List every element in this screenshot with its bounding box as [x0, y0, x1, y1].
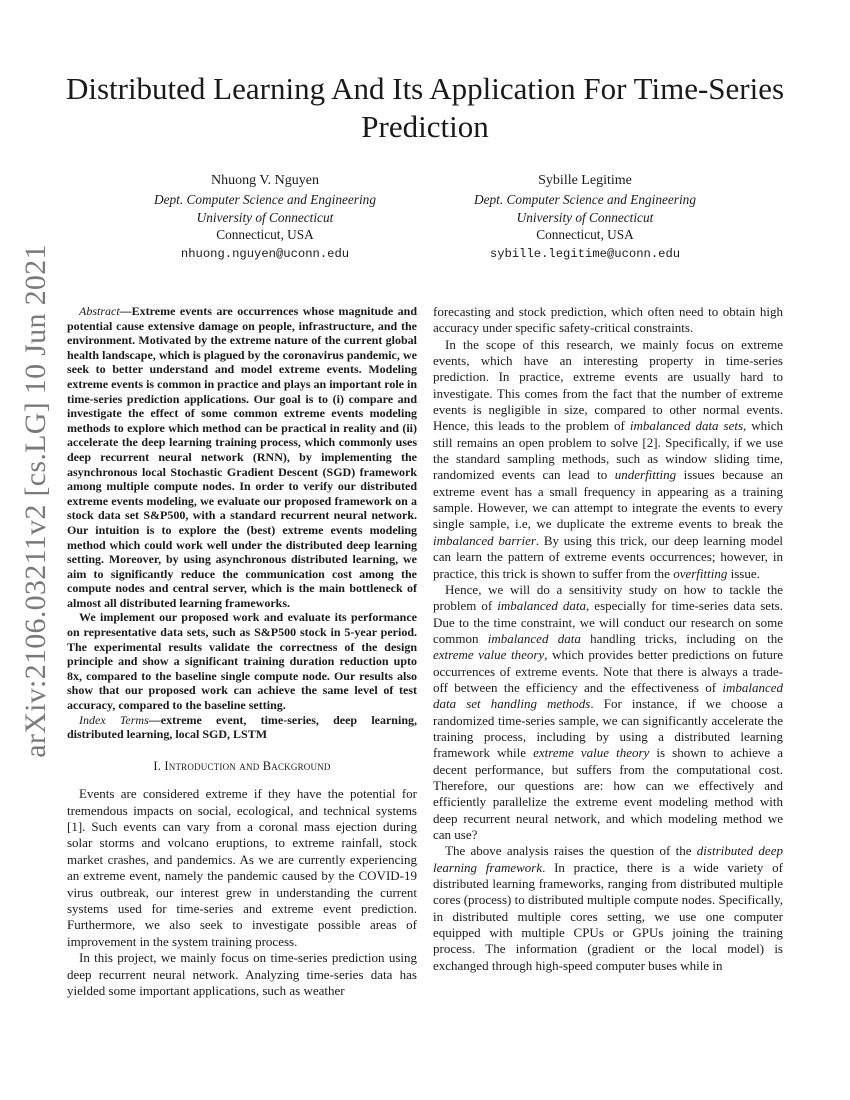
body-paragraph: forecasting and stock prediction, which often need to obtain high accuracy under specific safety-critical constraints.	[433, 304, 783, 336]
index-terms	[67, 713, 417, 742]
text-run: . In practice, there is a wide variety of distributed learning frameworks, ranging from distributed multiple cores (process) to distributed multiple compute nodes. Specifically, in distributed multiple cores setting, we use one computer equipped with multiple CPUs or GPUs joining the training process. The information (gradient or the local model) is exchanged through high-speed computer buses while in	[433, 859, 783, 973]
index-terms-text: —extreme event, time-series, deep learning, distributed learning, local SGD, LSTM	[67, 712, 417, 742]
author-name: Sybille Legitime	[538, 173, 632, 188]
author-location: Connecticut, USA	[216, 227, 314, 243]
body-paragraph	[433, 843, 783, 974]
text-run: Hence, we will do a sensitivity study on how to tackle the problem of	[433, 581, 783, 614]
right-column	[433, 304, 783, 974]
author-university: University of Connecticut	[196, 209, 334, 225]
author-location: Connecticut, USA	[536, 227, 634, 243]
author-email[interactable]: sybille.legitime@uconn.edu	[489, 247, 681, 262]
index-terms-label: Index Terms	[79, 712, 149, 727]
author-dept: Dept. Computer Science and Engineering	[474, 191, 696, 207]
emphasis: extreme value theory	[433, 647, 545, 663]
emphasis: underfitting	[614, 467, 677, 483]
emphasis: imbalanced data set handling methods	[433, 679, 783, 712]
author-name: Nhuong V. Nguyen	[211, 173, 319, 188]
arxiv-stamp	[8, 243, 64, 758]
body-paragraph	[433, 582, 783, 844]
author-dept: Dept. Computer Science and Engineering	[154, 191, 376, 207]
text-run: . For instance, if we choose a randomized time-series sample, we can significantly accelerate the training process, including by using a distributed learning framework while	[433, 696, 784, 761]
text-run: . By using this trick, our deep learning model can learn the pattern of extreme events occurrences; however, in practice, this trick is shown to suffer from the	[433, 532, 783, 581]
emphasis: imbalanced data	[487, 630, 581, 646]
abstract-paragraph-1	[67, 304, 417, 610]
abstract-label: Abstract	[79, 304, 120, 318]
left-column	[67, 304, 417, 1000]
emphasis: extreme value theory	[533, 745, 650, 761]
body-paragraph	[433, 337, 783, 582]
text-run: issue.	[727, 565, 760, 581]
emphasis: imbalanced data sets	[629, 418, 744, 434]
emphasis: distributed deep learning framework	[433, 843, 783, 875]
author-email[interactable]: nhuong.nguyen@uconn.edu	[180, 247, 350, 262]
body-paragraph: Events are considered extreme if they have the potential for tremendous impacts on social, ecological, and technical systems [1]. Such events can vary from a coronal mass ejection during solar storms and volcano eruptions, to extreme rainfall, stock market crashes, and pandemics. As we are currently experiencing an extreme event, namely the pandemic caused by the COVID-19 virus outbreak, our interest grew in understanding the current systems used for time-series and extreme event prediction. Furthermore, we also seek to investigate possible areas of improvement in the system training process.	[67, 786, 417, 949]
text-run: handling tricks, including on the	[580, 630, 783, 646]
emphasis: imbalanced data	[497, 598, 587, 614]
abstract-paragraph-2: We implement our proposed work and evaluate its performance on representative data sets, such as S&P500 stock in 5-year period. The experimental results validate the correctness of the design principle and show a significant training duration reduction upto 8x, compared to the baseline single compute node. Our results also show that our proposed work can achieve the same level of test accuracy, compared to the baseline setting.	[67, 610, 417, 713]
arxiv-stamp-text: arXiv:2106.03211v2 [cs.LG] 10 Jun 2021	[19, 243, 53, 758]
body-paragraph: In this project, we mainly focus on time-series prediction using deep recurrent neural network. Analyzing time-series data has yielded some important applications, such as weather	[67, 950, 417, 999]
emphasis: overfitting	[673, 565, 728, 581]
author-1	[105, 172, 425, 264]
abstract-text: —Extreme events are occurrences whose magnitude and potential cause extensive damage on people, infrastructure, and the environment. Motivated by the extreme nature of the current global health landscape, which is plagued by the coronavirus pandemic, we seek to better understand and model extreme events. Modeling extreme events is common in practice and plays an important role in time-series prediction applications. Our goal is to (i) compare and investigate the effect of some common extreme events modeling methods to explore which method can be practical in reality and (ii) accelerate the deep learning training process, which commonly uses deep recurrent neural network (RNN), by implementing the asynchronous local Stochastic Gradient Descent (SGD) framework among multiple compute nodes. In order to verify our distributed extreme events modeling, we evaluate our proposed framework on a stock data set S&P500, with a standard recurrent neural network. Our intuition is to explore the (best) extreme events modeling method which could work well under the distributed deep learning setting. Moreover, by using asynchronous distributed learning, we aim to significantly reduce the communication cost among the compute nodes and central server, which is the main bottleneck of almost all distributed learning frameworks.	[67, 304, 417, 610]
paper-title: Distributed Learning And Its Application For Time-Series Prediction	[65, 71, 785, 144]
text-run: In the scope of this research, we mainly focus on extreme events, which have an interesting property in time-series prediction. In practice, extreme events are usually hard to investigate. This comes from the fact that the number of extreme events is negligible in size, compared to other normal events. Hence, this leads to the problem of	[433, 336, 783, 434]
text-run: issues because an extreme event has a small frequency in appearing as a training sample. However, we can attempt to integrate the events to every single sample, i.e, we duplicate the extreme events to break the	[433, 467, 783, 532]
author-2	[425, 172, 745, 264]
author-university: University of Connecticut	[516, 209, 654, 225]
text-run: , especially for time-series data sets. Due to the time constraint, we will conduct our research on some common	[433, 598, 783, 646]
emphasis: imbalanced barrier	[433, 532, 536, 548]
abstract	[67, 304, 417, 742]
text-run: The above analysis raises the question of the	[445, 843, 697, 859]
text-run: , which still remains an open problem to solve [2]. Specifically, if we use the standard sampling methods, such as window sliding time, randomized events can lead to	[433, 418, 783, 483]
text-run: is shown to achieve a decent performance, but suffers from the computational cost. Therefore, our questions are: how can we effectively and efficiently parallelize the extreme event modeling method with deep recurrent neural network, and which modeling method we can use?	[433, 745, 783, 842]
section-heading: I. Introduction and Background	[153, 758, 331, 773]
text-run: , which provides better predictions on future occurrences of extreme events. Note that there is always a trade-off between the efficiency and the effectiveness of	[433, 647, 783, 695]
